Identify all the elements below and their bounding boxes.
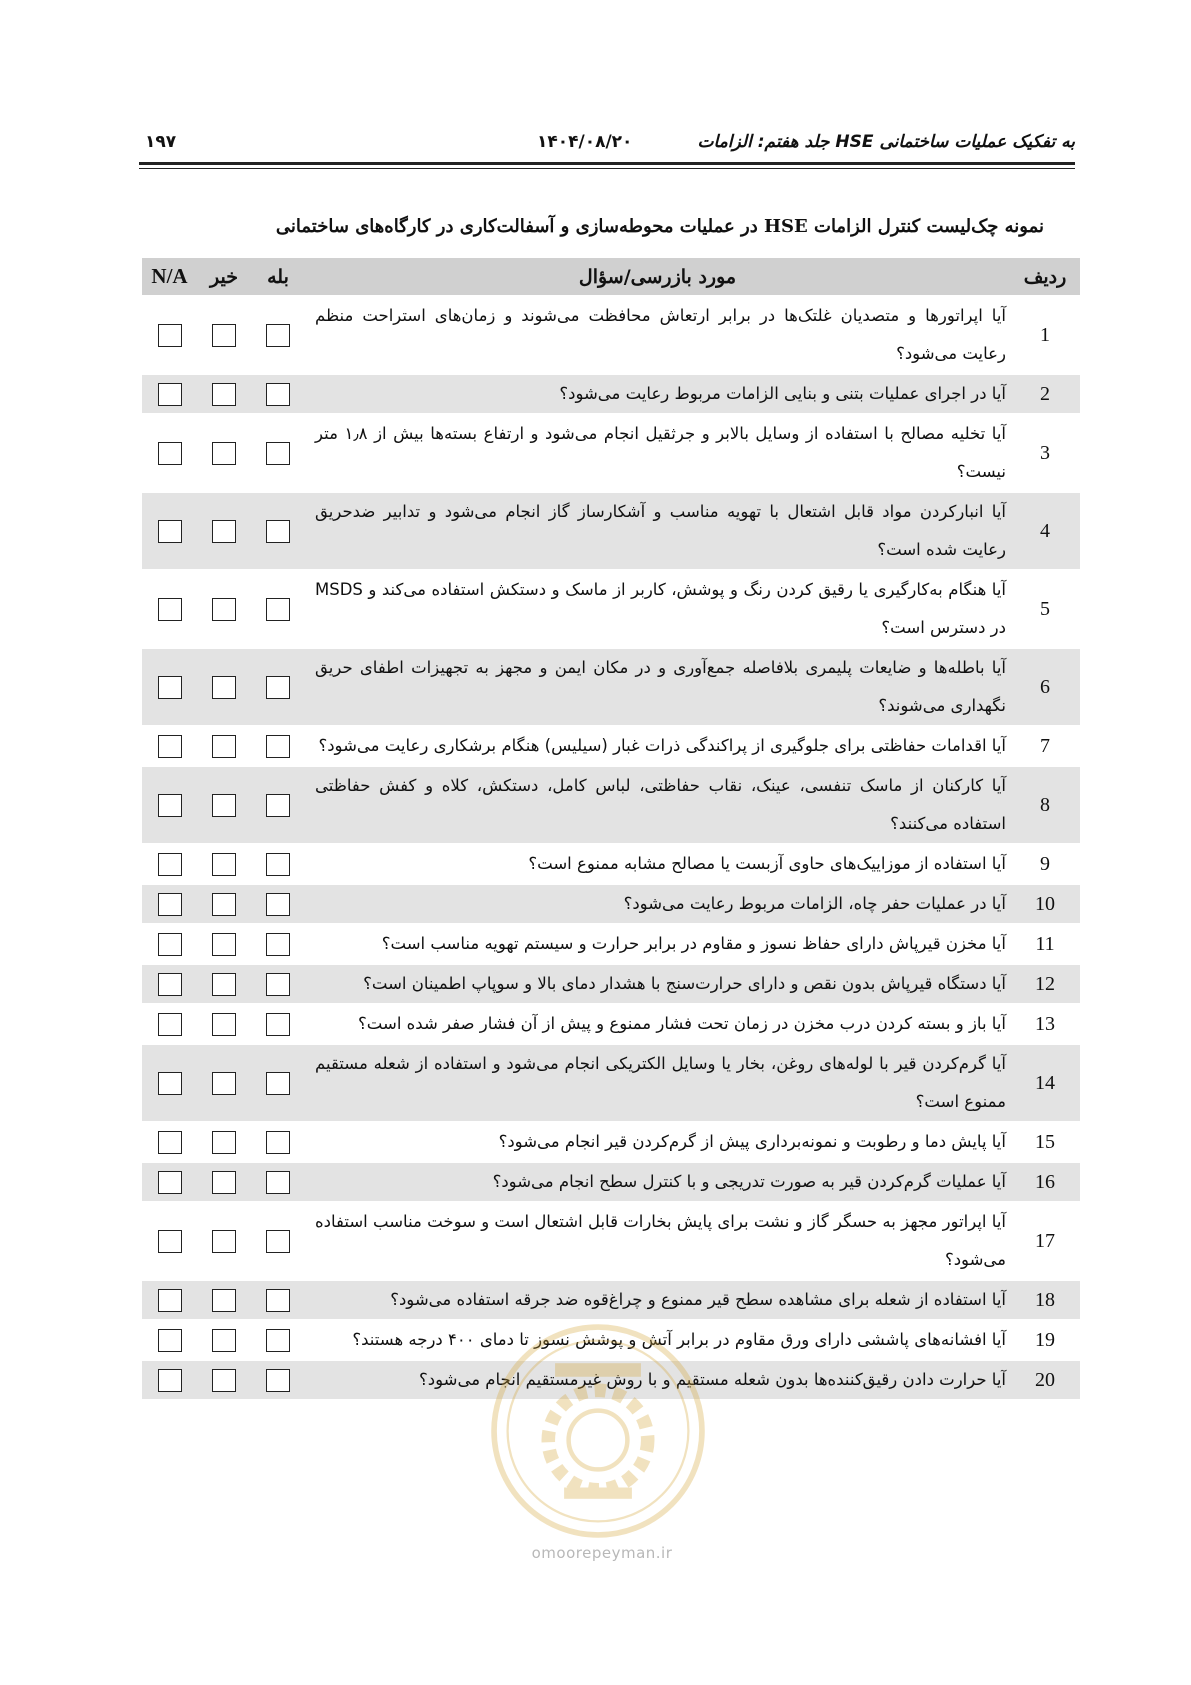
row-number: 20	[1010, 1361, 1080, 1399]
row-number: 13	[1010, 1005, 1080, 1043]
cell-yes	[251, 1321, 305, 1359]
checkbox-na[interactable]	[158, 442, 182, 465]
row-number: 2	[1010, 375, 1080, 413]
checkbox-no[interactable]	[212, 1230, 236, 1253]
checkbox-na[interactable]	[158, 1013, 182, 1036]
cell-na	[142, 375, 197, 413]
checkbox-yes[interactable]	[266, 973, 290, 996]
question-text: آیا اپراتورها و متصدیان غلتک‌ها در برابر ارتعاش محافظت می‌شوند و زمان‌های استراحت منظم رعایت می‌شود؟	[305, 297, 1010, 373]
header-date: ۱۴۰۴/۰۸/۲۰	[537, 132, 633, 152]
cell-na	[142, 1045, 197, 1121]
row-number: 19	[1010, 1321, 1080, 1359]
cell-no	[197, 845, 251, 883]
checkbox-no[interactable]	[212, 973, 236, 996]
row-number: 4	[1010, 493, 1080, 569]
table-row	[142, 571, 1080, 647]
cell-yes	[251, 1281, 305, 1319]
checkbox-no[interactable]	[212, 676, 236, 699]
cell-no	[197, 965, 251, 1003]
cell-no	[197, 1321, 251, 1359]
cell-yes	[251, 965, 305, 1003]
checkbox-no[interactable]	[212, 1072, 236, 1095]
checkbox-na[interactable]	[158, 1072, 182, 1095]
checkbox-no[interactable]	[212, 598, 236, 621]
question-text: آیا تخلیه مصالح با استفاده از وسایل بالابر و جرثقیل انجام می‌شود و ارتفاع بسته‌ها بیش از ۱٫۸ متر نیست؟	[305, 415, 1010, 491]
checkbox-no[interactable]	[212, 794, 236, 817]
checkbox-na[interactable]	[158, 1369, 182, 1392]
table-row	[142, 965, 1080, 1003]
table-row	[142, 297, 1080, 373]
cell-no	[197, 571, 251, 647]
cell-na	[142, 493, 197, 569]
cell-yes	[251, 375, 305, 413]
cell-no	[197, 493, 251, 569]
question-text: آیا باز و بسته کردن درب مخزن در زمان تحت فشار ممنوع و پیش از آن فشار صفر شده است؟	[305, 1005, 1010, 1043]
question-text: آیا هنگام به‌کارگیری یا رقیق کردن رنگ و پوشش، کاربر از ماسک و دستکش استفاده می‌کند و MSDS در دسترس است؟	[305, 571, 1010, 647]
cell-yes	[251, 1361, 305, 1399]
header-question: مورد بازرسی/سؤال	[305, 258, 1010, 295]
cell-na	[142, 767, 197, 843]
table-row	[142, 493, 1080, 569]
table-row	[142, 925, 1080, 963]
cell-no	[197, 767, 251, 843]
checkbox-no[interactable]	[212, 893, 236, 916]
row-number: 15	[1010, 1123, 1080, 1161]
cell-yes	[251, 845, 305, 883]
checkbox-na[interactable]	[158, 520, 182, 543]
checkbox-yes[interactable]	[266, 893, 290, 916]
checkbox-no[interactable]	[212, 324, 236, 347]
table-row	[142, 885, 1080, 923]
cell-na	[142, 845, 197, 883]
checkbox-no[interactable]	[212, 1369, 236, 1392]
cell-no	[197, 1123, 251, 1161]
checkbox-na[interactable]	[158, 383, 182, 406]
cell-na	[142, 571, 197, 647]
checkbox-na[interactable]	[158, 598, 182, 621]
cell-no	[197, 1203, 251, 1279]
row-number: 18	[1010, 1281, 1080, 1319]
checkbox-na[interactable]	[158, 324, 182, 347]
row-number: 17	[1010, 1203, 1080, 1279]
checkbox-no[interactable]	[212, 1171, 236, 1194]
checkbox-na[interactable]	[158, 676, 182, 699]
header-rule-thin	[139, 168, 1075, 169]
checkbox-yes[interactable]	[266, 933, 290, 956]
cell-yes	[251, 415, 305, 491]
watermark-logo	[485, 1318, 711, 1544]
checkbox-na[interactable]	[158, 1230, 182, 1253]
table-row	[142, 1203, 1080, 1279]
checkbox-na[interactable]	[158, 973, 182, 996]
checkbox-yes[interactable]	[266, 1171, 290, 1194]
checkbox-na[interactable]	[158, 1329, 182, 1352]
table-row	[142, 375, 1080, 413]
cell-yes	[251, 1005, 305, 1043]
checkbox-na[interactable]	[158, 735, 182, 758]
checkbox-na[interactable]	[158, 853, 182, 876]
row-number: 6	[1010, 649, 1080, 725]
cell-yes	[251, 925, 305, 963]
checkbox-no[interactable]	[212, 1289, 236, 1312]
row-number: 7	[1010, 727, 1080, 765]
cell-na	[142, 1005, 197, 1043]
checkbox-no[interactable]	[212, 442, 236, 465]
cell-na	[142, 925, 197, 963]
cell-yes	[251, 1163, 305, 1201]
cell-yes	[251, 493, 305, 569]
question-text: آیا گرم‌کردن قیر با لوله‌های روغن، بخار یا وسایل الکتریکی انجام می‌شود و استفاده از شعله مستقیم ممنوع است؟	[305, 1045, 1010, 1121]
checkbox-na[interactable]	[158, 1289, 182, 1312]
cell-yes	[251, 571, 305, 647]
cell-na	[142, 1321, 197, 1359]
checklist-title: نمونه چک‌لیست کنترل الزامات HSE در عملیات محوطه‌سازی و آسفالت‌کاری در کارگاه‌های ساختمانی	[275, 216, 1044, 237]
book-title: جلد هفتم: الزامات HSE به تفکیک عملیات ساختمانی	[697, 132, 1075, 152]
checkbox-yes[interactable]	[266, 598, 290, 621]
checkbox-yes[interactable]	[266, 324, 290, 347]
table-row	[142, 767, 1080, 843]
checkbox-na[interactable]	[158, 794, 182, 817]
cell-na	[142, 415, 197, 491]
question-text: آیا اپراتور مجهز به حسگر گاز و نشت برای پایش بخارات قابل اشتعال است و سوخت مناسب استفاده می‌شود؟	[305, 1203, 1010, 1279]
checkbox-yes[interactable]	[266, 1131, 290, 1154]
cell-no	[197, 885, 251, 923]
page-number: ۱۹۷	[145, 132, 177, 152]
checkbox-no[interactable]	[212, 735, 236, 758]
question-text: آیا باطله‌ها و ضایعات پلیمری بلافاصله جمع‌آوری و در مکان ایمن و مجهز به تجهیزات اطفای حریق نگهداری می‌شوند؟	[305, 649, 1010, 725]
cell-na	[142, 1361, 197, 1399]
checkbox-yes[interactable]	[266, 1289, 290, 1312]
table-row	[142, 1281, 1080, 1319]
question-text: آیا استفاده از شعله برای مشاهده سطح قیر ممنوع و چراغ‌قوه ضد جرقه استفاده می‌شود؟	[305, 1281, 1010, 1319]
checkbox-yes[interactable]	[266, 520, 290, 543]
cell-no	[197, 649, 251, 725]
cell-no	[197, 1045, 251, 1121]
cell-na	[142, 885, 197, 923]
cell-no	[197, 1163, 251, 1201]
cell-na	[142, 1203, 197, 1279]
table-header-row	[142, 258, 1080, 295]
checkbox-no[interactable]	[212, 383, 236, 406]
table-row	[142, 1005, 1080, 1043]
cell-yes	[251, 297, 305, 373]
table-row	[142, 727, 1080, 765]
question-text: آیا مخزن قیرپاش دارای حفاظ نسوز و مقاوم در برابر حرارت و سیستم تهویه مناسب است؟	[305, 925, 1010, 963]
cell-na	[142, 1123, 197, 1161]
cell-na	[142, 1281, 197, 1319]
row-number: 10	[1010, 885, 1080, 923]
cell-no	[197, 925, 251, 963]
cell-yes	[251, 1045, 305, 1121]
question-text: آیا پایش دما و رطوبت و نمونه‌برداری پیش از گرم‌کردن قیر انجام می‌شود؟	[305, 1123, 1010, 1161]
cell-yes	[251, 1203, 305, 1279]
header-yes: بله	[251, 258, 305, 295]
running-header	[139, 128, 1075, 158]
checkbox-yes[interactable]	[266, 383, 290, 406]
checkbox-yes[interactable]	[266, 1230, 290, 1253]
checkbox-yes[interactable]	[266, 1369, 290, 1392]
checkbox-yes[interactable]	[266, 1329, 290, 1352]
table-row	[142, 649, 1080, 725]
cell-na	[142, 727, 197, 765]
header-no: خیر	[197, 258, 251, 295]
cell-no	[197, 415, 251, 491]
row-number: 14	[1010, 1045, 1080, 1121]
cell-yes	[251, 649, 305, 725]
row-number: 8	[1010, 767, 1080, 843]
checklist-table	[142, 256, 1080, 1401]
checkbox-na[interactable]	[158, 933, 182, 956]
checkbox-na[interactable]	[158, 893, 182, 916]
checkbox-yes[interactable]	[266, 1013, 290, 1036]
checkbox-no[interactable]	[212, 1329, 236, 1352]
question-text: آیا انبارکردن مواد قابل اشتعال با تهویه مناسب و آشکارساز گاز انجام می‌شود و تدابیر ضدحریق رعایت شده است؟	[305, 493, 1010, 569]
checkbox-no[interactable]	[212, 853, 236, 876]
question-text: آیا استفاده از موزاییک‌های حاوی آزبست یا مصالح مشابه ممنوع است؟	[305, 845, 1010, 883]
row-number: 16	[1010, 1163, 1080, 1201]
question-text: آیا کارکنان از ماسک تنفسی، عینک، نقاب حفاظتی، لباس کامل، دستکش، کلاه و کفش حفاظتی استفاده می‌کنند؟	[305, 767, 1010, 843]
question-text: آیا در عملیات حفر چاه، الزامات مربوط رعایت می‌شود؟	[305, 885, 1010, 923]
checkbox-yes[interactable]	[266, 1072, 290, 1095]
watermark-text: omoorepeyman.ir	[531, 1544, 673, 1562]
row-number: 3	[1010, 415, 1080, 491]
cell-no	[197, 297, 251, 373]
cell-no	[197, 1005, 251, 1043]
cell-na	[142, 297, 197, 373]
checkbox-yes[interactable]	[266, 794, 290, 817]
checkbox-no[interactable]	[212, 1131, 236, 1154]
row-number: 5	[1010, 571, 1080, 647]
cell-no	[197, 1361, 251, 1399]
cell-no	[197, 727, 251, 765]
checkbox-yes[interactable]	[266, 676, 290, 699]
cell-yes	[251, 885, 305, 923]
checkbox-no[interactable]	[212, 1013, 236, 1036]
row-number: 9	[1010, 845, 1080, 883]
question-text: آیا عملیات گرم‌کردن قیر به صورت تدریجی و با کنترل سطح انجام می‌شود؟	[305, 1163, 1010, 1201]
header-rule-thick	[139, 162, 1075, 165]
question-text: آیا اقدامات حفاظتی برای جلوگیری از پراکندگی ذرات غبار (سیلیس) هنگام برشکاری رعایت می‌شود؟	[305, 727, 1010, 765]
question-text: آیا افشانه‌های پاششی دارای ورق مقاوم در برابر آتش و پوشش نسوز تا دمای ۴۰۰ درجه هستند؟	[305, 1321, 1010, 1359]
table-row	[142, 1045, 1080, 1121]
checkbox-na[interactable]	[158, 1131, 182, 1154]
cell-na	[142, 649, 197, 725]
cell-na	[142, 1163, 197, 1201]
table-row	[142, 1123, 1080, 1161]
table-row	[142, 845, 1080, 883]
table-row	[142, 1163, 1080, 1201]
table-row	[142, 415, 1080, 491]
row-number: 1	[1010, 297, 1080, 373]
checkbox-no[interactable]	[212, 520, 236, 543]
question-text: آیا در اجرای عملیات بتنی و بنایی الزامات مربوط رعایت می‌شود؟	[305, 375, 1010, 413]
cell-no	[197, 375, 251, 413]
question-text: آیا دستگاه قیرپاش بدون نقص و دارای حرارت‌سنج با هشدار دمای بالا و سوپاپ اطمینان است؟	[305, 965, 1010, 1003]
question-text: آیا حرارت دادن رقیق‌کننده‌ها بدون شعله مستقیم و با روش غیرمستقیم انجام می‌شود؟	[305, 1361, 1010, 1399]
header-na: N/A	[142, 258, 197, 295]
checkbox-no[interactable]	[212, 933, 236, 956]
checkbox-na[interactable]	[158, 1171, 182, 1194]
cell-yes	[251, 1123, 305, 1161]
cell-no	[197, 1281, 251, 1319]
header-row-number: ردیف	[1010, 258, 1080, 295]
checkbox-yes[interactable]	[266, 853, 290, 876]
cell-yes	[251, 767, 305, 843]
row-number: 12	[1010, 965, 1080, 1003]
row-number: 11	[1010, 925, 1080, 963]
checkbox-yes[interactable]	[266, 442, 290, 465]
cell-yes	[251, 727, 305, 765]
checkbox-yes[interactable]	[266, 735, 290, 758]
cell-na	[142, 965, 197, 1003]
